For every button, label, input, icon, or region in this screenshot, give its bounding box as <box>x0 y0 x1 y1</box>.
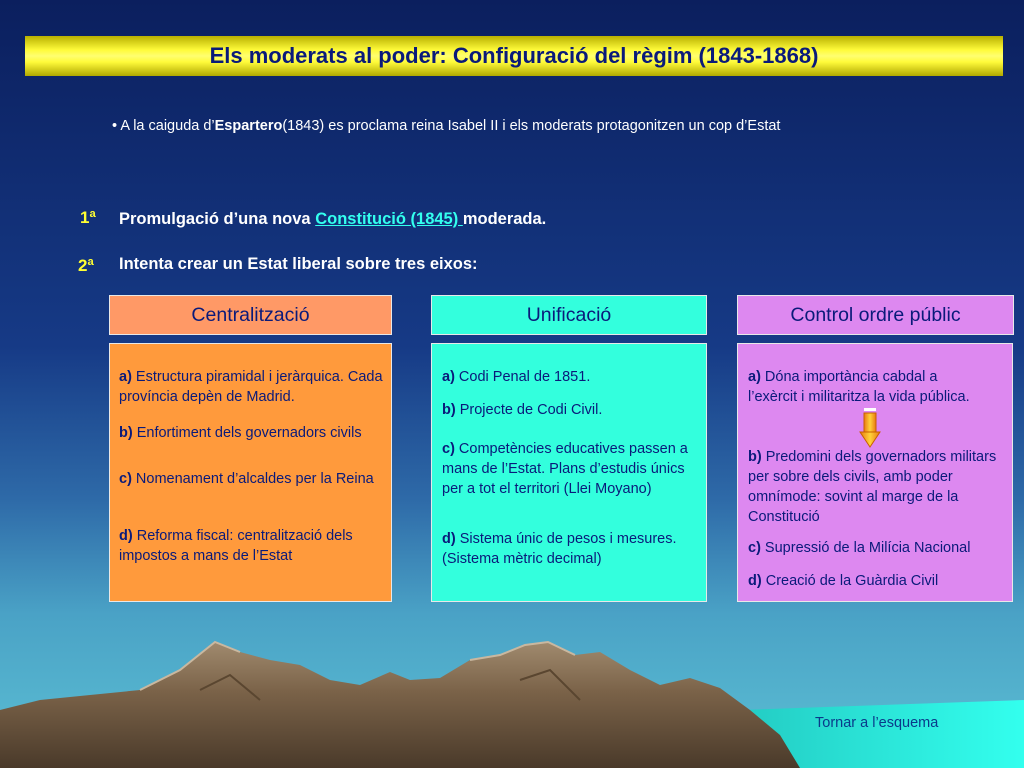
intro-bullet <box>112 118 780 134</box>
step-1-statement <box>119 210 546 229</box>
unificacio-item-d: d) Sistema únic de pesos i mesures. (Sistema mètric decimal) <box>442 531 677 567</box>
step-2-ordinal: 2ª <box>78 256 94 275</box>
control-item-a: a) Dóna importància cabdal a l’exèrcit i militaritza la vida pública. <box>748 369 970 405</box>
centralitzacio-item-d: d) Reforma fiscal: centralització dels impostos a mans de l’Estat <box>119 528 353 564</box>
step-2-statement: Intenta crear un Estat liberal sobre tres eixos: <box>119 255 478 273</box>
slide-title-bar <box>25 36 1003 76</box>
mountains-landscape <box>0 560 1024 768</box>
intro-prefix: A la caiguda d’ <box>120 118 215 134</box>
unificacio-item-c: c) Competències educatives passen a mans de l’Estat. Plans d’estudis únics per a tot el territori (Llei Moyano) <box>442 441 688 497</box>
control-item-d: d) Creació de la Guàrdia Civil <box>748 573 939 589</box>
header-centralitzacio <box>109 295 392 335</box>
down-arrow-icon <box>859 407 881 449</box>
constitution-link[interactable]: Constitució (1845) <box>315 210 463 228</box>
centralitzacio-item-b: b) Enfortiment dels governadors civils <box>119 425 362 441</box>
step-1-text-after: moderada. <box>462 210 547 228</box>
header-unificacio-label: Unificació <box>526 303 612 326</box>
step-1-ordinal: 1ª <box>80 208 96 227</box>
control-item-c: c) Supressió de la Milícia Nacional <box>748 540 971 556</box>
intro-suffix: (1843) es proclama reina Isabel II i els moderats protagonitzen un cop d’Estat <box>282 118 781 134</box>
header-control-label: Control ordre públic <box>790 303 961 326</box>
header-centralitzacio-label: Centralització <box>191 303 310 326</box>
centralitzacio-item-c: c) Nomenament d’alcaldes per la Reina <box>119 471 374 487</box>
bullet-glyph: • <box>112 118 118 134</box>
slide-title: Els moderats al poder: Configuració del règim (1843-1868) <box>209 43 819 68</box>
header-control-ordre-public <box>737 295 1014 335</box>
control-item-b: b) Predomini dels governadors militars per sobre dels civils, amb poder omnímode: sovint al marge de la Constitució <box>748 449 997 525</box>
intro-name: Espartero <box>214 118 283 134</box>
back-to-scheme-link[interactable]: Tornar a l’esquema <box>815 715 939 731</box>
unificacio-item-a: a) Codi Penal de 1851. <box>442 369 591 385</box>
header-unificacio <box>431 295 707 335</box>
unificacio-item-b: b) Projecte de Codi Civil. <box>442 402 603 418</box>
step-1-text-before: Promulgació d’una nova <box>119 210 316 228</box>
centralitzacio-item-a: a) Estructura piramidal i jeràrquica. Cada província depèn de Madrid. <box>119 369 383 405</box>
